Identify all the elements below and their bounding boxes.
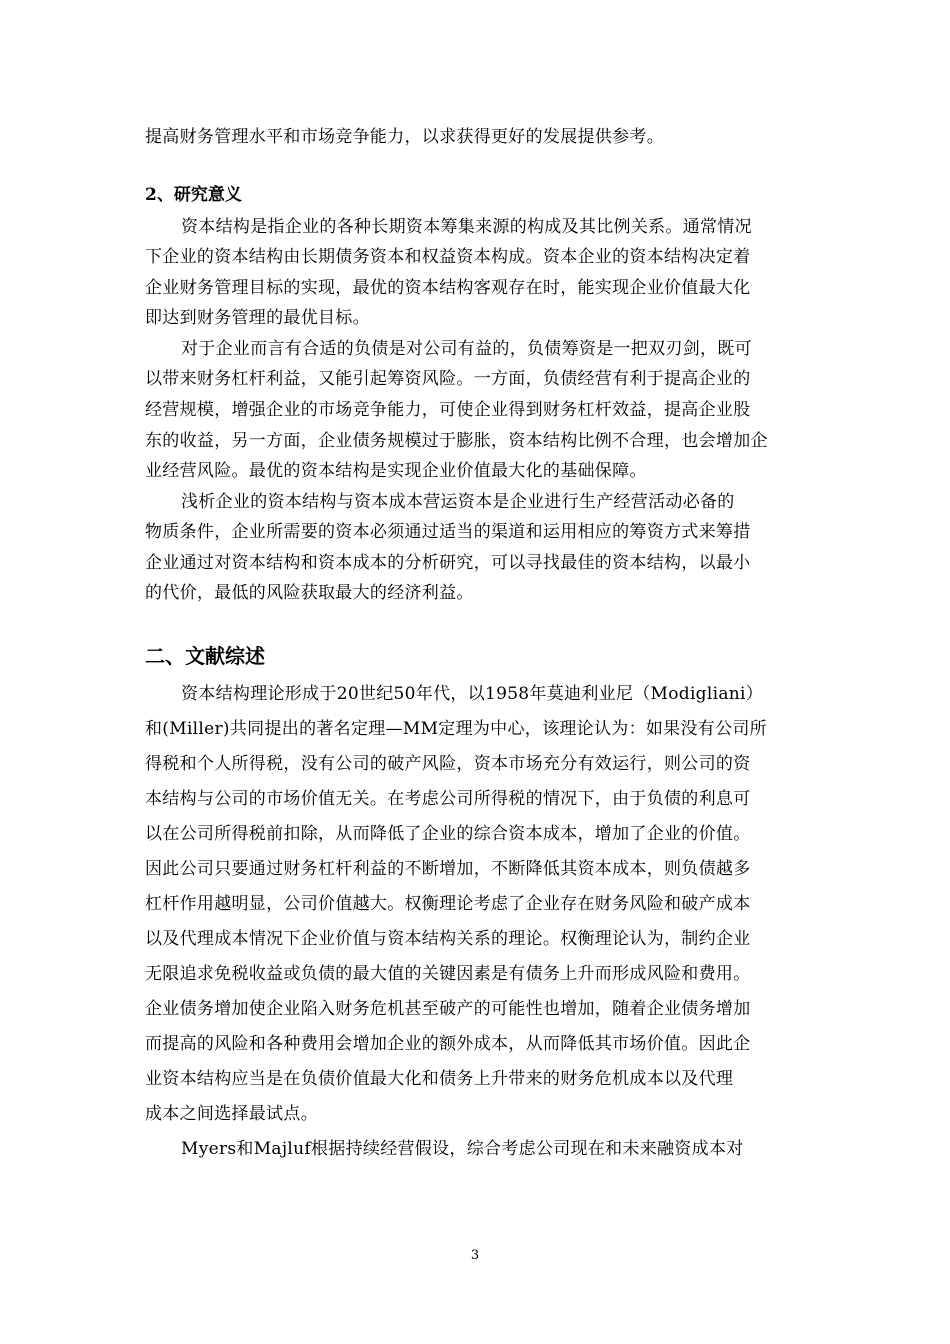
paragraph-line: 和(Miller)共同提出的著名定理—MM定理为中心，该理论认为：如果没有公司所 bbox=[145, 719, 767, 739]
paragraph-line: 企业财务管理目标的实现，最优的资本结构客观存在时，能实现企业价值最大化 bbox=[145, 278, 751, 298]
paragraph-line: 物质条件，企业所需要的资本必须通过适当的渠道和运用相应的筹资方式来筹措 bbox=[145, 522, 751, 542]
section-heading-literature-review: 二、文献综述 bbox=[145, 644, 265, 668]
paragraph-line: 本结构与公司的市场价值无关。在考虑公司所得税的情况下，由于负债的利息可 bbox=[145, 789, 751, 809]
paragraph-line: 即达到财务管理的最优目标。 bbox=[145, 308, 370, 328]
paragraph-line: 经营规模，增强企业的市场竞争能力，可使企业得到财务杠杆效益，提高企业股 bbox=[145, 400, 751, 420]
paragraph-line: Myers和Majluf根据持续经营假设，综合考虑公司现在和未来融资成本对 bbox=[181, 1139, 744, 1159]
paragraph-line: 因此公司只要通过财务杠杆利益的不断增加，不断降低其资本成本，则负债越多 bbox=[145, 859, 751, 879]
paragraph-line: 企业通过对资本结构和资本成本的分析研究，可以寻找最佳的资本结构，以最小 bbox=[145, 553, 751, 573]
intro-tail-line: 提高财务管理水平和市场竞争能力，以求获得更好的发展提供参考。 bbox=[145, 127, 664, 147]
paragraph-line: 资本结构理论形成于20世纪50年代，以1958年莫迪利业尼（Modigliani） bbox=[181, 684, 764, 704]
paragraph-line: 无限追求免税收益或负债的最大值的关键因素是有债务上升而形成风险和费用。 bbox=[145, 964, 751, 984]
paragraph-line: 下企业的资本结构由长期债务资本和权益资本构成。资本企业的资本结构决定着 bbox=[145, 247, 751, 267]
section-heading-research-significance: 2、研究意义 bbox=[145, 185, 242, 205]
paragraph-line: 资本结构是指企业的各种长期资本筹集来源的构成及其比例关系。通常情况 bbox=[181, 217, 752, 237]
paragraph-line: 的代价，最低的风险获取最大的经济利益。 bbox=[145, 583, 474, 603]
paragraph-line: 成本之间选择最试点。 bbox=[145, 1104, 318, 1124]
paragraph-line: 以及代理成本情况下企业价值与资本结构关系的理论。权衡理论认为，制约企业 bbox=[145, 929, 751, 949]
paragraph-line: 得税和个人所得税，没有公司的破产风险，资本市场充分有效运行，则公司的资 bbox=[145, 754, 751, 774]
paragraph-line: 而提高的风险和各种费用会增加企业的额外成本，从而降低其市场价值。因此企 bbox=[145, 1034, 751, 1054]
paragraph-line: 浅析企业的资本结构与资本成本营运资本是企业进行生产经营活动必备的 bbox=[181, 492, 735, 512]
paragraph-line: 业经营风险。最优的资本结构是实现企业价值最大化的基础保障。 bbox=[145, 461, 647, 481]
paragraph-line: 东的收益，另一方面，企业债务规模过于膨胀，资本结构比例不合理，也会增加企 bbox=[145, 431, 768, 451]
paragraph-line: 以带来财务杠杆利益，又能引起筹资风险。一方面，负债经营有利于提高企业的 bbox=[145, 369, 751, 389]
paragraph-line: 杠杆作用越明显，公司价值越大。权衡理论考虑了企业存在财务风险和破产成本 bbox=[145, 894, 751, 914]
page-number: 3 bbox=[470, 1248, 480, 1263]
paragraph-line: 以在公司所得税前扣除，从而降低了企业的综合资本成本，增加了企业的价值。 bbox=[145, 824, 751, 844]
paragraph-line: 对于企业而言有合适的负债是对公司有益的，负债筹资是一把双刃剑，既可 bbox=[181, 339, 752, 359]
paragraph-line: 企业债务增加使企业陷入财务危机甚至破产的可能性也增加，随着企业债务增加 bbox=[145, 999, 751, 1019]
paragraph-line: 业资本结构应当是在负债价值最大化和债务上升带来的财务危机成本以及代理 bbox=[145, 1069, 734, 1089]
